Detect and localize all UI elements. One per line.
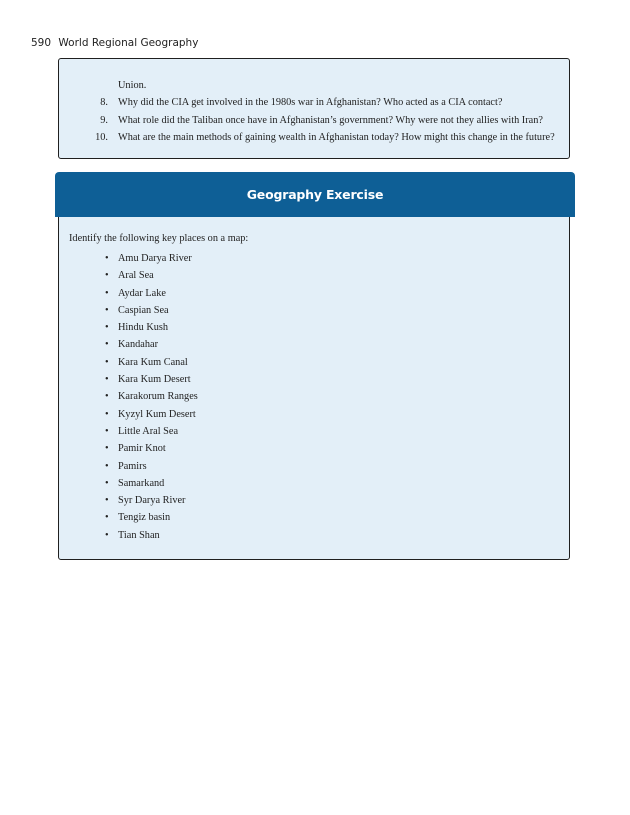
bullet-icon: •: [105, 495, 109, 507]
place-item: [59, 461, 569, 478]
exercise-intro: Identify the following key places on a map:: [69, 233, 249, 244]
bullet-icon: •: [105, 408, 109, 420]
bullet-icon: •: [105, 425, 109, 437]
bullet-icon: •: [105, 270, 109, 282]
place-item: [59, 288, 569, 305]
bullet-icon: •: [105, 356, 109, 368]
exercise-title: Geography Exercise: [55, 172, 575, 217]
place-item: [59, 322, 569, 339]
place-name: Kandahar: [118, 339, 159, 351]
place-name: Kara Kum Canal: [118, 356, 188, 368]
place-item: [59, 391, 569, 408]
bullet-icon: •: [105, 287, 109, 299]
page-number: 590: [31, 37, 52, 49]
place-item: [59, 530, 569, 547]
question-number: 9.: [100, 114, 108, 126]
question-text: Why did the CIA get involved in the 1980s war in Afghanistan? Who acted as a CIA contact?: [118, 97, 503, 108]
question-item: [59, 132, 569, 150]
bullet-icon: •: [105, 304, 109, 316]
places-list: [59, 253, 569, 547]
place-name: Pamir Knot: [118, 443, 166, 455]
place-item: [59, 374, 569, 391]
place-item: [59, 426, 569, 443]
question-continuation: Union.: [118, 80, 147, 91]
bullet-icon: •: [105, 339, 109, 351]
place-name: Tian Shan: [118, 529, 160, 541]
place-name: Hindu Kush: [118, 322, 169, 334]
place-name: Aral Sea: [118, 270, 154, 282]
place-name: Samarkand: [118, 477, 165, 489]
bullet-icon: •: [105, 512, 109, 524]
place-item: [59, 253, 569, 270]
question-number: 10.: [95, 132, 108, 143]
place-item: [59, 512, 569, 529]
place-name: Tengiz basin: [118, 512, 171, 524]
place-name: Pamirs: [118, 460, 147, 472]
place-name: Kyzyl Kum Desert: [118, 408, 196, 420]
bullet-icon: •: [105, 374, 109, 386]
place-name: Kara Kum Desert: [118, 374, 191, 386]
place-item: [59, 409, 569, 426]
bullet-icon: •: [105, 460, 109, 472]
place-name: Aydar Lake: [118, 287, 166, 299]
bullet-icon: •: [105, 322, 109, 334]
place-item: [59, 339, 569, 356]
bullet-icon: •: [105, 443, 109, 455]
question-item: [59, 115, 569, 133]
review-questions-box: [58, 58, 570, 159]
place-name: Amu Darya River: [118, 253, 192, 264]
question-text: What are the main methods of gaining wealth in Afghanistan today? How might this change in the future?: [118, 132, 555, 143]
place-name: Caspian Sea: [118, 304, 169, 316]
place-name: Syr Darya River: [118, 495, 186, 507]
place-item: [59, 357, 569, 374]
place-item: [59, 443, 569, 460]
place-name: Karakorum Ranges: [118, 391, 198, 403]
question-number: 8.: [100, 97, 108, 108]
bullet-icon: •: [105, 253, 109, 264]
bullet-icon: •: [105, 529, 109, 541]
running-header: [31, 37, 198, 49]
question-item: [59, 97, 569, 115]
place-item: [59, 305, 569, 322]
bullet-icon: •: [105, 391, 109, 403]
bullet-icon: •: [105, 477, 109, 489]
question-list: [59, 97, 569, 150]
place-item: [59, 495, 569, 512]
book-title: World Regional Geography: [58, 37, 199, 49]
place-name: Little Aral Sea: [118, 425, 179, 437]
question-text: What role did the Taliban once have in Afghanistan’s government? Why were not they allies with Iran?: [118, 114, 543, 126]
place-item: [59, 270, 569, 287]
geography-exercise-box: [58, 174, 570, 560]
place-item: [59, 478, 569, 495]
